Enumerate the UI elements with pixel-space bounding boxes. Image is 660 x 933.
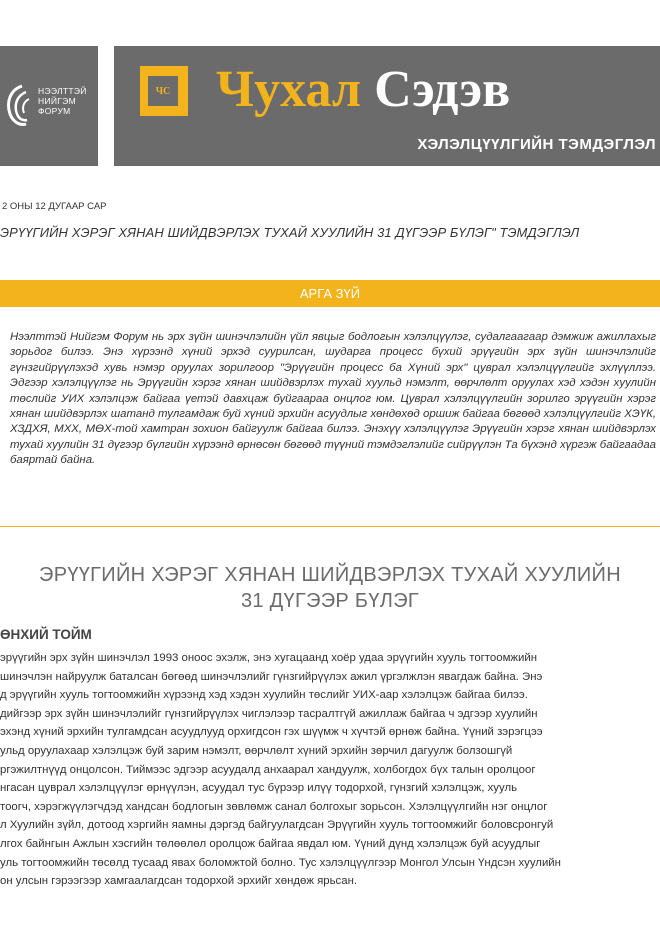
method-intro-paragraph: Нээлттэй Нийгэм Форум нь эрх зүйн шинэчлэлийн үйл явцыг бодлогын хэлэлцүүлэг, судалгаагаар дэмжиж ажиллахыг зорьдог билээ. Энэ хүрээнд хүний эрхэд суурилсан, шударга процесс бүхий эрүүгийн эрх зүйн шинэчлэлийг гүнзгийрүүлэхэд хувь нэмэр оруулах зорилгоор "Эрүүгийн процесс ба Хүний эрх" цуврал хэлэлцүүлгийг эхлүүллээ. Эдгээр хэлэлцүүлэг нь Эрүүгийн хэрэг хянан шийдвэрлэх тухай хуульд нэмэлт, өөрчлөлт оруулах хэд хэдэн хуулийн төслийг УИХ хэлэлцэж байгаа үетэй давхцаж буйгаараа онцлог юм. Цуврал хэлэлцүүлгийн зорилго эрүүгийн хэрэг хянан шийдвэрлэх шатанд тулгамдаж буй хүний эрхийн асуудлыг хөндөхөд оршиж байгаа бөгөөд хэлэлцүүлгийг ХЭҮК, ХЗДХЯ, МХХ, МӨХ-той хамтран зохион байгуулж байгаа билээ. Энэхүү хэлэлцүүлэг Эрүүгийн хэрэг хянан шийдвэрлэх тухай хуулийн 31 дүгээр бүлгийн хүрээнд өрнөсөн бөгөөд түүний тэмдэглэлийг сийрүүлэн Та бүхэнд хүргэж байгаадаа баяртай байна.	[10, 331, 656, 467]
body-line: дийгээр эрх зүйн шинэчлэлийг гүнзгийрүүлэх чиглэлээр тасралтгүй ажиллаж байгаа ч эдгээр хуулийн	[0, 707, 538, 720]
body-line: эрүүгийн эрх зүйн шинэчлэл 1993 оноос эхэлж, энэ хугацаанд хоёр удаа эрүүгийн хууль тогтоомжийн	[0, 652, 538, 664]
chapter-title: ЭРҮҮГИЙН ХЭРЭГ ХЯНАН ШИЙДВЭРЛЭХ ТУХАЙ ХУУЛИЙН 31 ДҮГЭЭР БҮЛЭГ	[39, 564, 621, 612]
body-line: он улсын гэрээгээр хамгаалагдсан тодорхой эрхийг хөндөж ярьсан.	[0, 875, 358, 888]
organization-logo-panel	[0, 46, 98, 166]
overview-heading: ӨНХИЙ ТОЙМ	[0, 627, 92, 642]
publication-title: Чухал Сэдэв	[216, 61, 511, 118]
body-line: нгасан цуврал хэлэлцүүлэг өрнүүлэн, асуудал тус бүрээр илүү тодорхой, гүнзгий хэлэлцэж, хууль	[0, 782, 518, 795]
body-line: уль тогтоомжийн төсөлд тусаад явах боломжтой болно. Тус хэлэлцүүлгээр Монгол Улсын Үндсэн хуулийн	[0, 856, 561, 869]
body-line: ргэжилтнүүд онцолсон. Тиймээс эдгээр асуудалд анхаарал хандуулж, холбогдох бүх талын оролцоог	[0, 763, 536, 776]
organization-name: НЭЭЛТТЭЙ НИЙГЭМ ФОРУМ	[38, 86, 87, 116]
publication-badge	[140, 66, 188, 116]
body-line: тоогч, хэрэгжүүлэгчдэд хандсан бодлогын зөвлөмж санал болгохыг зорьсон. Хэлэлцүүлгийн нэг онцлог	[0, 800, 548, 813]
body-line: л Хуулийн зүйл, дотоод хэргийн яамны дэргэд байгуулагдсан Эрүүгийн хууль тогтоомжийг боловсронгуй	[0, 819, 554, 832]
body-line: ульд оруулахаар хэлэлцэж буй зарим нэмэлт, өөрчлөлт хүний эрхийн зөрчил дагуулж болзошгүй	[0, 744, 513, 757]
body-line: шинэчлэн найруулж баталсан бөгөөд шинэчлэлийг гүнзгийрүүлэх ажил үргэлжлэн явагдаж байна. Энэ	[0, 670, 543, 683]
overview-body	[0, 649, 660, 891]
method-heading: АРГА ЗҮЙ	[299, 286, 361, 301]
organization-logo-icon	[2, 82, 38, 128]
publication-subtitle: ХЭЛЭЛЦҮҮЛГИЙН ТЭМДЭГЛЭЛ	[417, 136, 656, 153]
body-line: д эрүүгийн хууль тогтоомжийн хүрээнд хэд хэдэн хуулийн төслийг УИХ-аар хэлэлцэж байгаа билээ.	[0, 689, 528, 702]
section-divider	[0, 526, 660, 527]
method-heading-bar	[0, 280, 660, 307]
masthead	[114, 46, 660, 166]
document-title: ЭРҮҮГИЙН ХЭРЭГ ХЯНАН ШИЙДВЭРЛЭХ ТУХАЙ ХУУЛИЙН 31 ДҮГЭЭР БҮЛЭГ" ТЭМДЭГЛЭЛ	[0, 225, 580, 240]
body-line: лгох байнгын Ажлын хэсгийн төлөөлөл оролцож байгаа явдал юм. Үүний дүнд хэлэлцэж буй асуудлыг	[0, 837, 541, 850]
body-line: эхэнд хүний эрхийн тулгамдсан асуудлууд орхигдсон гэх шүүмж ч хүчтэй өрнөж байна. Үүний зэрэгцээ	[0, 726, 543, 739]
badge-label: ЧС	[148, 76, 178, 106]
issue-date: 2 ОНЫ 12 ДУГААР САР	[2, 201, 107, 212]
